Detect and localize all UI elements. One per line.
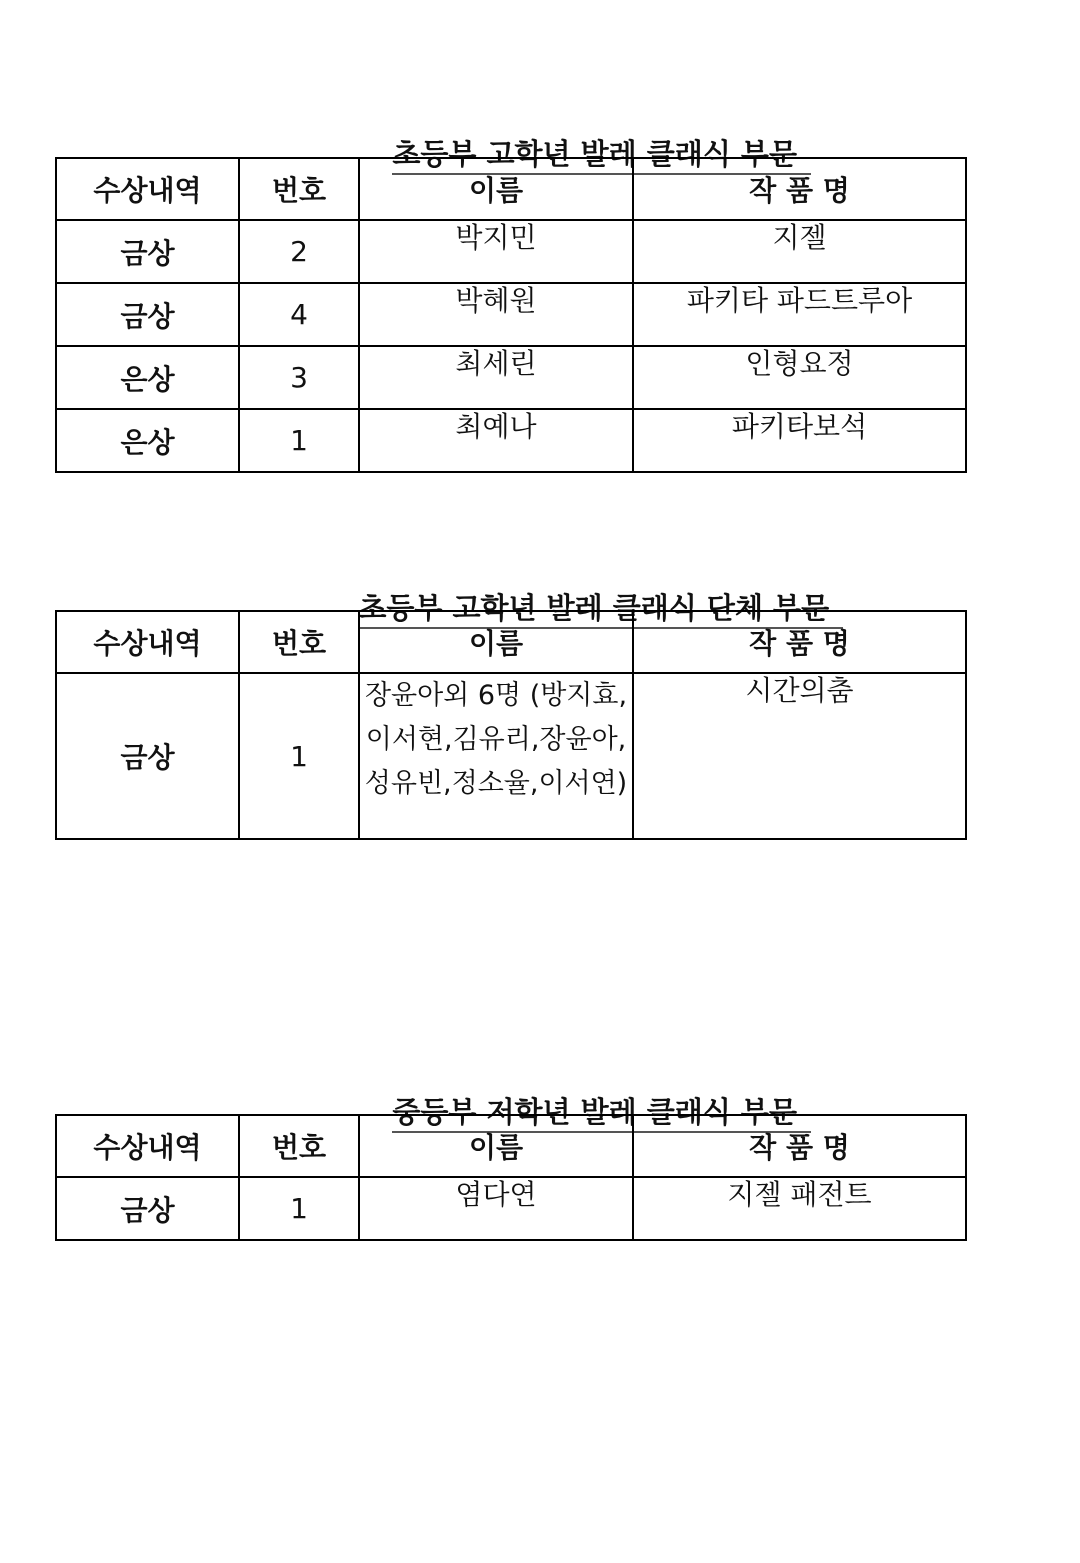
- name-cell: 장윤아외 6명 (방지효,이서현,김유리,장윤아,성유빈,정소율,이서연): [359, 673, 633, 839]
- header-award: 수상내역: [56, 158, 239, 220]
- header-number: 번호: [239, 611, 359, 673]
- section-title: 초등부 고학년 발레 클래식 단체 부문: [318, 554, 843, 662]
- award-cell: 금상: [56, 1177, 239, 1240]
- results-table: [55, 157, 967, 473]
- results-table: [55, 1114, 967, 1241]
- work-cell: 지젤: [633, 220, 966, 283]
- number-cell: 3: [239, 346, 359, 409]
- header-name: 이름: [359, 1115, 633, 1177]
- work-cell: 인형요정: [633, 346, 966, 409]
- header-work: 작 품 명: [633, 611, 966, 673]
- results-table: [55, 610, 967, 840]
- header-award: 수상내역: [56, 1115, 239, 1177]
- name-cell: 최세린: [359, 346, 633, 409]
- work-cell: 시간의춤: [633, 673, 966, 839]
- table-row: [56, 1177, 966, 1240]
- header-number: 번호: [239, 1115, 359, 1177]
- header-award: 수상내역: [56, 611, 239, 673]
- table-row: [56, 673, 966, 839]
- work-cell: 지젤 패전트: [633, 1177, 966, 1240]
- work-cell: 파키타보석: [633, 409, 966, 472]
- table-header-row: [56, 158, 966, 220]
- number-cell: 1: [239, 1177, 359, 1240]
- name-cell: 박지민: [359, 220, 633, 283]
- table-header-row: [56, 611, 966, 673]
- award-cell: 금상: [56, 283, 239, 346]
- award-cell: 은상: [56, 346, 239, 409]
- name-cell: 염다연: [359, 1177, 633, 1240]
- name-cell: 박혜원: [359, 283, 633, 346]
- table-row: [56, 346, 966, 409]
- header-number: 번호: [239, 158, 359, 220]
- header-name: 이름: [359, 158, 633, 220]
- name-cell: 최예나: [359, 409, 633, 472]
- section-title: 초등부 고학년 발레 클래식 부문: [352, 100, 811, 208]
- award-cell: 금상: [56, 220, 239, 283]
- table-row: [56, 409, 966, 472]
- number-cell: 4: [239, 283, 359, 346]
- table-header-row: [56, 1115, 966, 1177]
- award-cell: 은상: [56, 409, 239, 472]
- number-cell: 1: [239, 673, 359, 839]
- header-work: 작 품 명: [633, 1115, 966, 1177]
- header-name: 이름: [359, 611, 633, 673]
- table-row: [56, 283, 966, 346]
- section-title: 중등부 저학년 발레 클래식 부문: [352, 1058, 811, 1166]
- award-cell: 금상: [56, 673, 239, 839]
- number-cell: 1: [239, 409, 359, 472]
- header-work: 작 품 명: [633, 158, 966, 220]
- number-cell: 2: [239, 220, 359, 283]
- work-cell: 파키타 파드트루아: [633, 283, 966, 346]
- table-row: [56, 220, 966, 283]
